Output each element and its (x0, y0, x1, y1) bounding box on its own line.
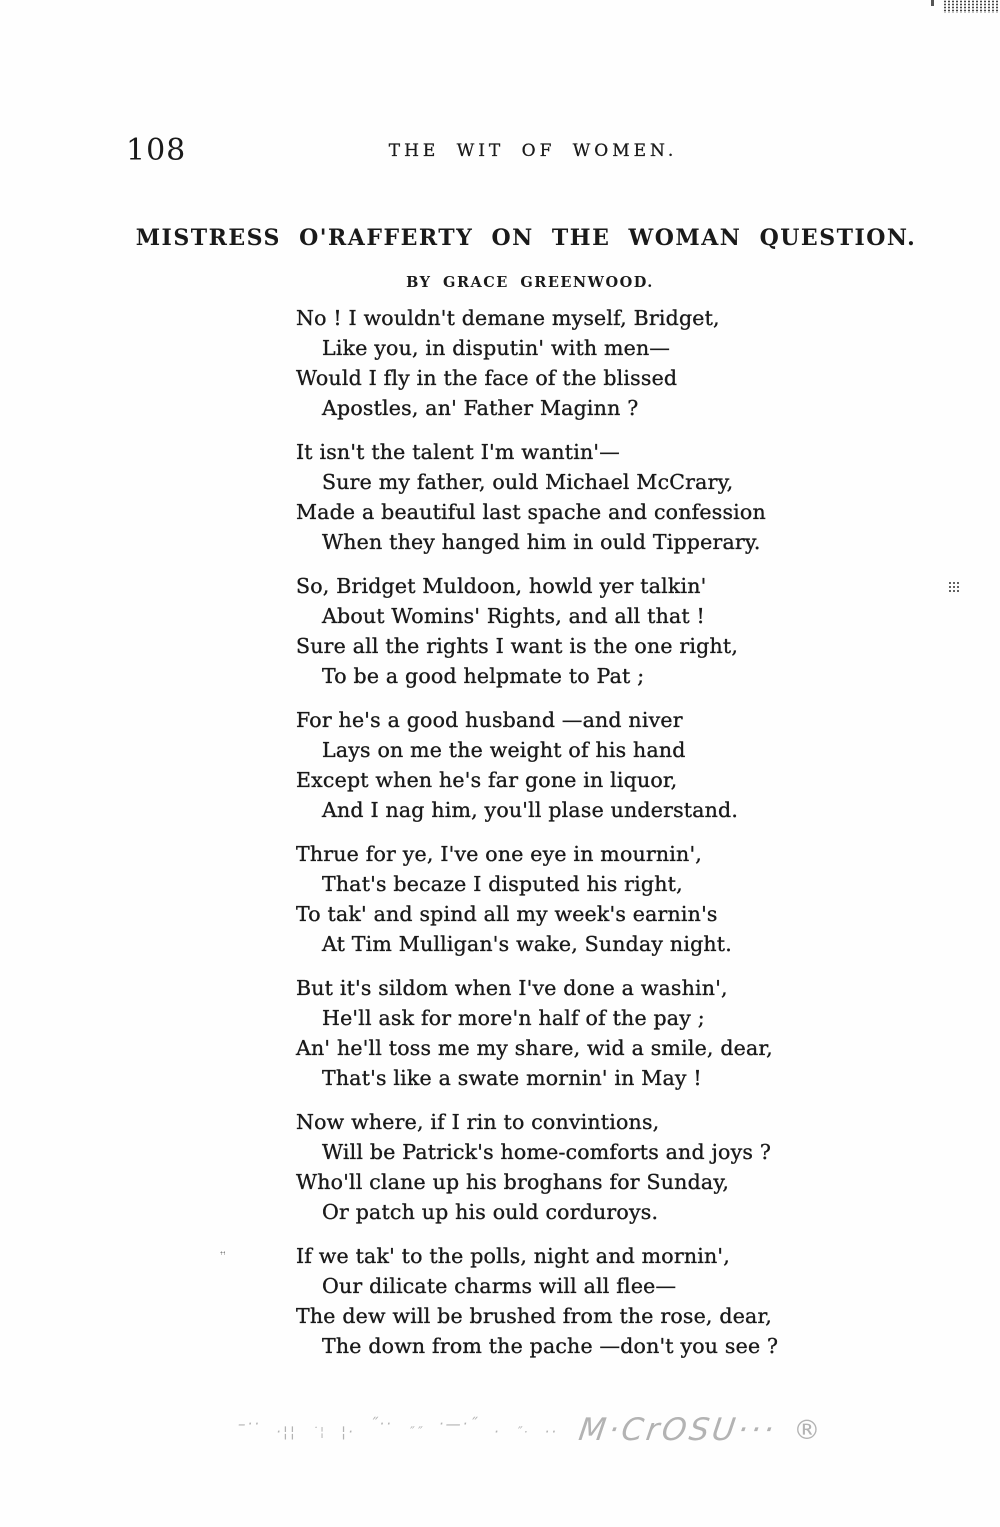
watermark-fragment: ˝·· (369, 1415, 393, 1433)
poem-line: No ! I wouldn't demane myself, Bridget, (296, 306, 720, 330)
watermark-fragment: · (493, 1423, 501, 1441)
registered-trademark-icon: ® (793, 1415, 821, 1446)
poem-line: That's like a swate mornin' in May ! (322, 1066, 702, 1090)
poem-line: To tak' and spind all my week's earnin's (296, 902, 718, 926)
poem-line: To be a good helpmate to Pat ; (322, 664, 645, 688)
poem-line: Thrue for ye, I've one eye in mournin', (296, 842, 703, 866)
scan-speck-artifact (220, 1251, 225, 1255)
poem-line: Now where, if I rin to convintions, (296, 1110, 660, 1134)
poem-line: Except when he's far gone in liquor, (296, 768, 678, 792)
scan-tick-artifact (931, 0, 934, 6)
poem-line: He'll ask for more'n half of the pay ; (322, 1006, 705, 1030)
watermark-fragment: ˝˝ (407, 1425, 424, 1439)
poem-line: Sure all the rights I want is the one right, (296, 634, 739, 658)
digitization-watermark (238, 1398, 820, 1450)
poem-line: It isn't the talent I'm wantin'— (296, 440, 620, 464)
watermark-fragment: –·· (238, 1415, 262, 1433)
watermark-fragment: ·—·˝ (438, 1415, 479, 1433)
poem-line: Like you, in disputin' with men— (322, 336, 671, 360)
poem-line: That's becaze I disputed his right, (322, 872, 683, 896)
watermark-fragment: ·· (544, 1423, 559, 1441)
stanza (296, 839, 778, 959)
stanza (296, 973, 778, 1093)
poem-line: Apostles, an' Father Maginn ? (322, 396, 639, 420)
poem-line: Or patch up his ould corduroys. (322, 1200, 659, 1224)
poem-line: When they hanged him in ould Tipperary. (322, 530, 761, 554)
stanza (296, 571, 778, 691)
poem-line: Sure my father, ould Michael McCrary, (322, 470, 734, 494)
stanza (296, 1241, 778, 1361)
scan-smudge-artifact (943, 0, 1000, 13)
poem-line: Lays on me the weight of his hand (322, 738, 686, 762)
watermark-fragment: ˝· (515, 1425, 530, 1439)
poem-line: Made a beautiful last spache and confession (296, 500, 766, 524)
poem-line: At Tim Mulligan's wake, Sunday night. (322, 932, 732, 956)
poem-byline: BY GRACE GREENWOOD. (406, 274, 654, 291)
stanza (296, 437, 778, 557)
watermark-text: M·CrOSU··· (576, 1412, 779, 1448)
poem-line: So, Bridget Muldoon, howld yer talkin' (296, 574, 707, 598)
poem-line: If we tak' to the polls, night and mornin', (296, 1244, 730, 1268)
watermark-fragment: ˙¦ (311, 1425, 326, 1439)
poem-title: MISTRESS O'RAFFERTY ON THE WOMAN QUESTION. (135, 225, 917, 251)
stanza (296, 303, 778, 423)
poem-line: The down from the pache —don't you see ? (322, 1334, 779, 1358)
stanza (296, 705, 778, 825)
poem-line: Our dilicate charms will all flee— (322, 1274, 677, 1298)
poem-line: About Womins' Rights, and all that ! (322, 604, 705, 628)
stanza (296, 1107, 778, 1227)
poem-line: For he's a good husband —and niver (296, 708, 683, 732)
poem-body (296, 303, 778, 1375)
poem-line: An' he'll toss me my share, wid a smile, dear, (296, 1036, 773, 1060)
watermark-fragment: ¦· (340, 1423, 355, 1441)
poem-line: Will be Patrick's home-comforts and joys ? (322, 1140, 772, 1164)
watermark-fragment: ·¦¦ (276, 1423, 297, 1441)
poem-line: And I nag him, you'll plase understand. (322, 798, 739, 822)
scan-speck-artifact (948, 581, 959, 592)
poem-line: But it's sildom when I've done a washin', (296, 976, 728, 1000)
running-title: THE WIT OF WOMEN. (388, 141, 678, 161)
poem-line: Who'll clane up his broghans for Sunday, (296, 1170, 730, 1194)
page-number: 108 (126, 133, 187, 168)
poem-line: The dew will be brushed from the rose, dear, (296, 1304, 772, 1328)
poem-line: Would I fly in the face of the blissed (296, 366, 678, 390)
